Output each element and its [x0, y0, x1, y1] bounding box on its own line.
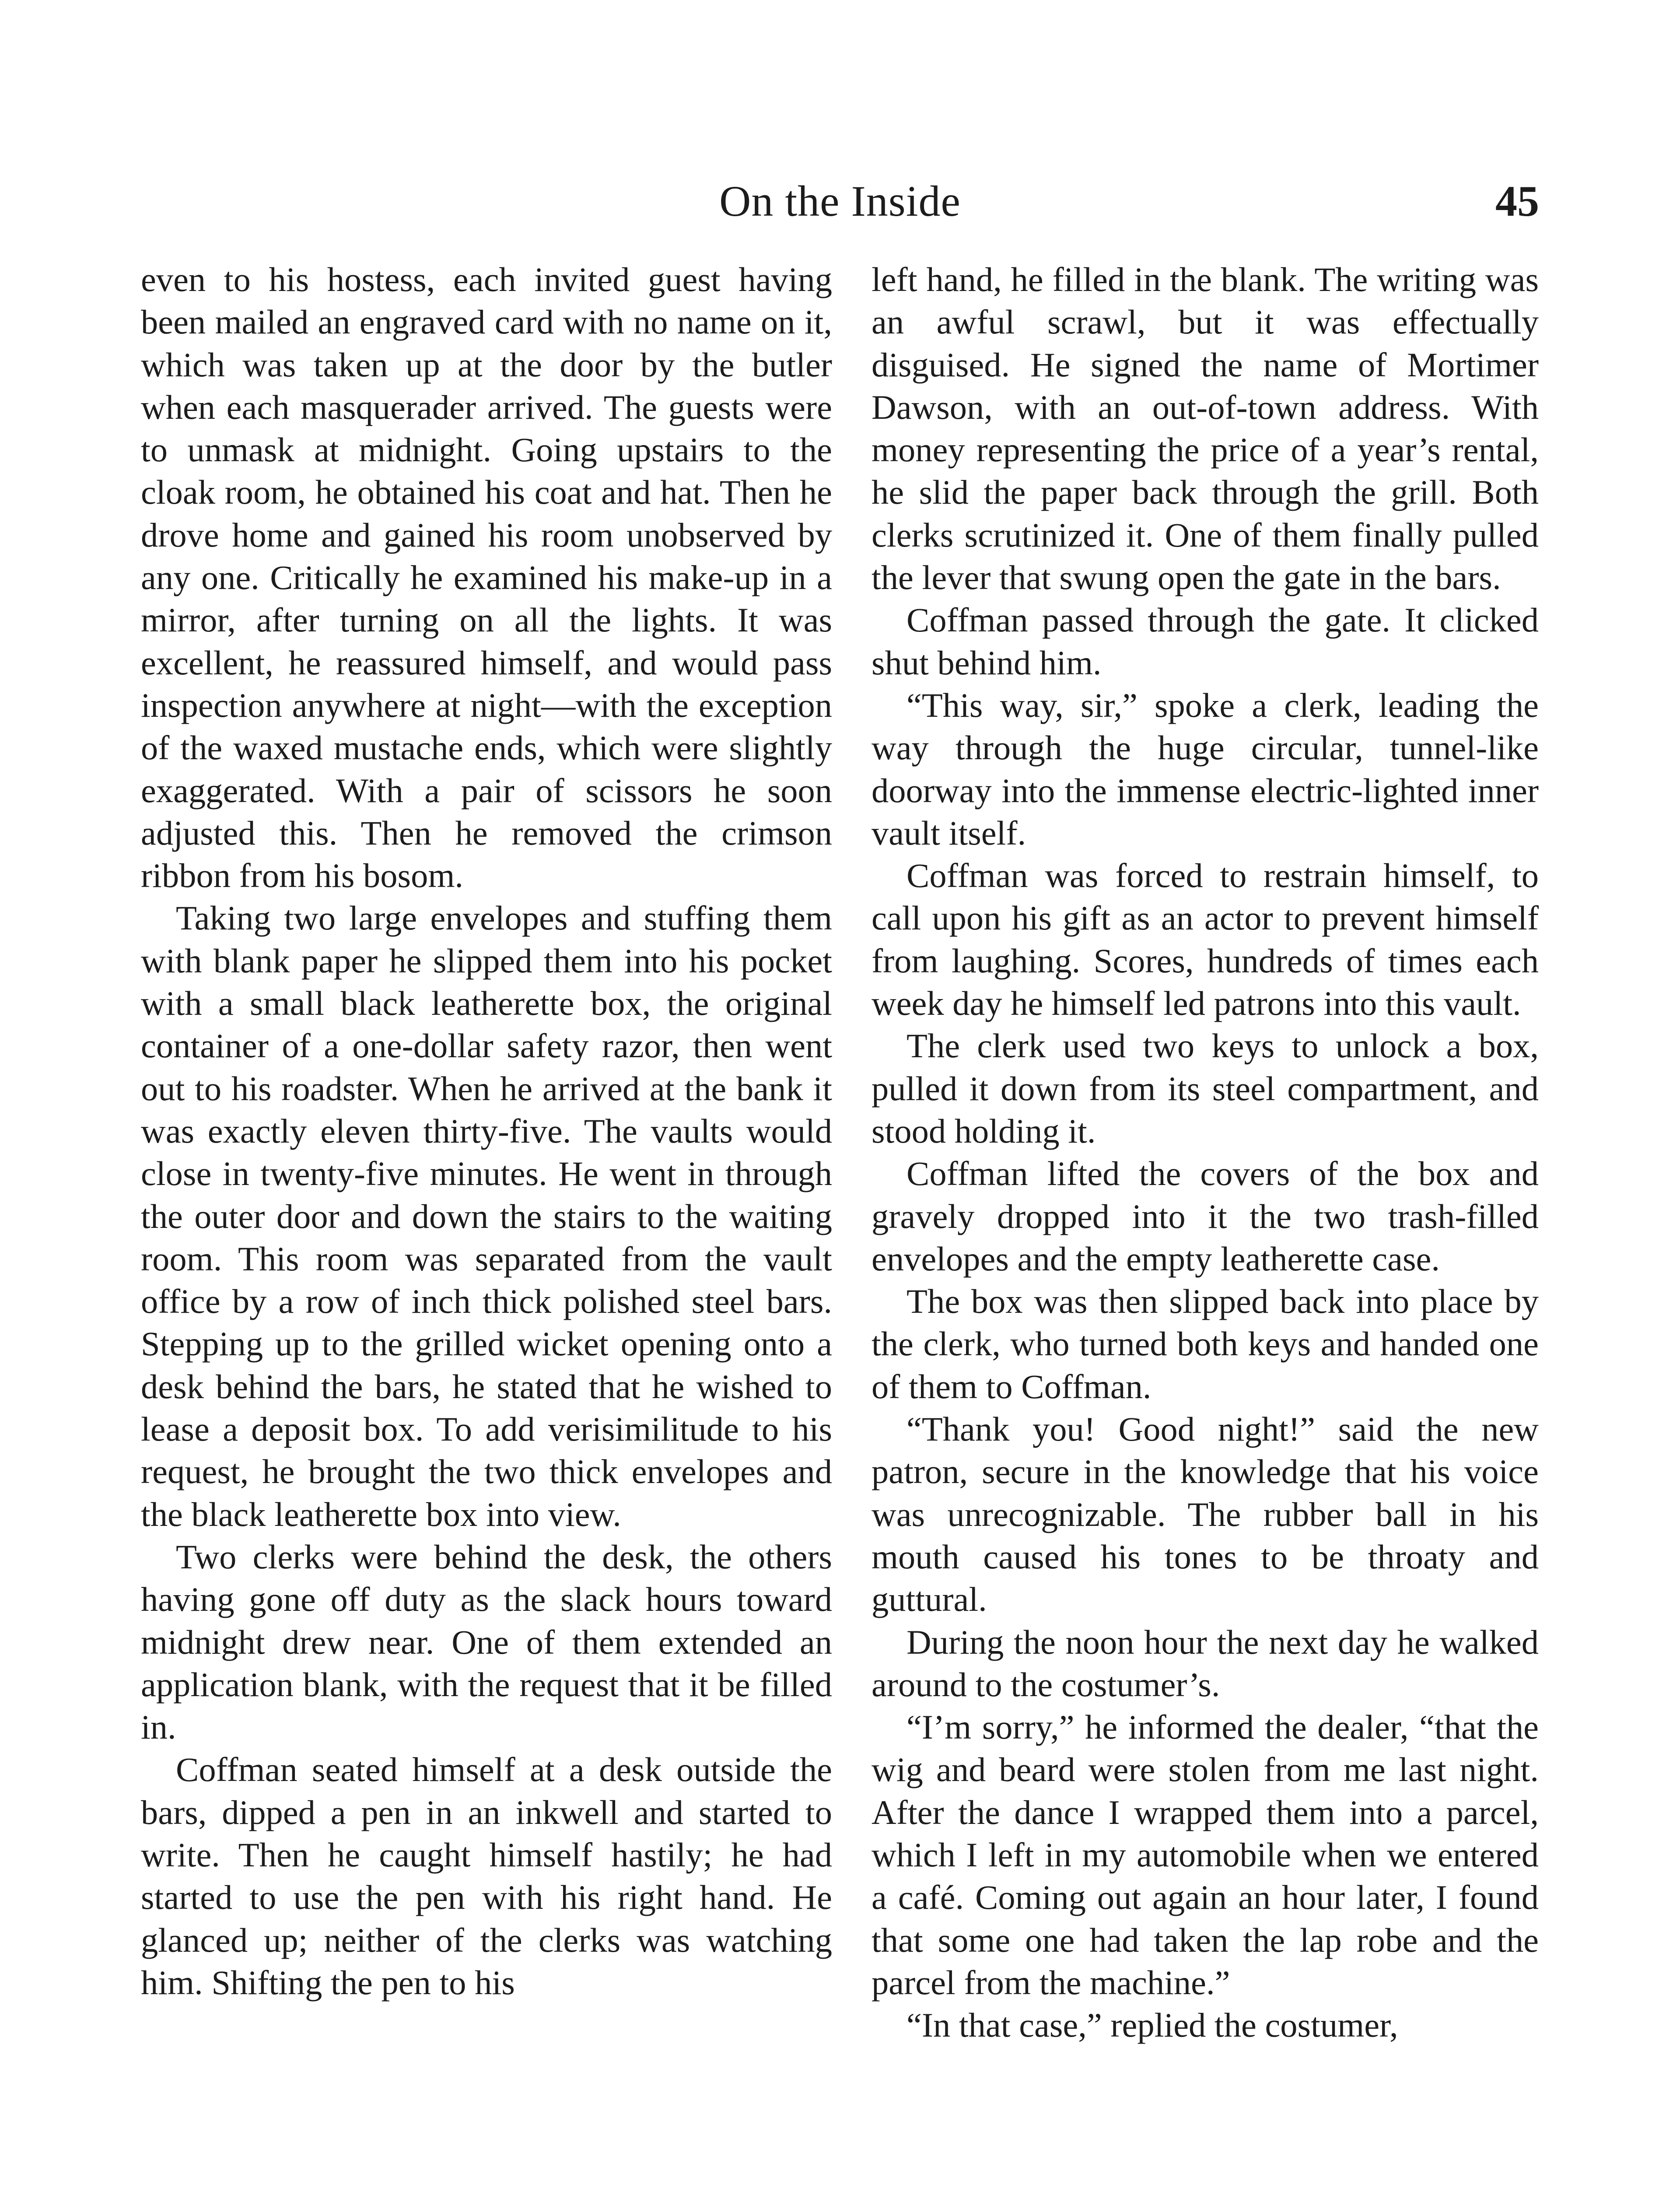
page-number: 45 — [1495, 177, 1539, 225]
paragraph: Coffman was forced to restrain himself, to call upon his gift as an actor to prevent himself from laughing. Scores, hundreds of times each week day he himself led patrons into this vault. — [872, 856, 1539, 1023]
paragraph: Taking two large envelopes and stuffing them with blank paper he slipped them into his pocket with a small black leatherette box, the original container of a one-dollar safety razor, then went out to his roadster. When he arrived at the bank it was exactly eleven thirty-five. The vaults would close in twenty-five minutes. He went in through the outer door and down the stairs to the waiting room. This room was separated from the vault office by a row of inch thick polished steel bars. Stepping up to the grilled wicket opening onto a desk behind the bars, he stated that he wished to lease a deposit box. To add verisimilitude to his request, he brought the two thick envelopes and the black leatherette box into view. — [141, 899, 832, 1533]
paragraph: Coffman seated himself at a desk outside the bars, dipped a pen in an inkwell and started to write. Then he caught himself hastily; he had started to use the pen with his right hand. He glanced up; neither of the clerks was watching him. Shifting the pen to his — [141, 1750, 832, 2002]
paragraph: Coffman passed through the gate. It clicked shut behind him. — [872, 601, 1539, 682]
right-column — [872, 258, 1539, 2046]
paragraph: “This way, sir,” spoke a clerk, leading the way through the huge circular, tunnel-like doorway into the immense electric-lighted inner vault itself. — [872, 686, 1539, 852]
left-column — [141, 258, 832, 2004]
paragraph: “I’m sorry,” he informed the dealer, “that the wig and beard were stolen from me last night. After the dance I wrapped them into a parcel, which I left in my automobile when we entered a café. Coming out again an hour later, I found that some one had taken the lap robe and the parcel from the machine.” — [872, 1708, 1539, 2002]
paragraph: “In that case,” replied the costumer, — [906, 2006, 1398, 2044]
paragraph: even to his hostess, each invited guest having been mailed an engraved card with no name on it, which was taken up at the door by the butler when each masquerader arrived. The guests were to unmask at midnight. Going upstairs to the cloak room, he obtained his coat and hat. Then he drove home and gained his room unobserved by any one. Critically he examined his make-up in a mirror, after turning on all the lights. It was excellent, he reassured himself, and would pass inspection anywhere at night—with the exception of the waxed mustache ends, which were slightly exaggerated. With a pair of scissors he soon adjusted this. Then he removed the crimson ribbon from his bosom. — [141, 260, 832, 895]
paragraph: left hand, he filled in the blank. The writing was an awful scrawl, but it was effectually disguised. He signed the name of Mortimer Dawson, with an out-of-town address. With money representing the price of a year’s rental, he slid the paper back through the grill. Both clerks scrutinized it. One of them finally pulled the lever that swung open the gate in the bars. — [872, 260, 1539, 597]
paragraph: Two clerks were behind the desk, the others having gone off duty as the slack hours toward midnight drew near. One of them extended an application blank, with the request that it be filled in. — [141, 1537, 832, 1746]
page-header — [141, 173, 1539, 230]
paragraph: “Thank you! Good night!” said the new patron, secure in the knowledge that his voice was unrecognizable. The rubber ball in his mouth caused his tones to be throaty and guttural. — [872, 1410, 1539, 1619]
running-title: On the Inside — [719, 177, 961, 225]
paragraph: The box was then slipped back into place by the clerk, who turned both keys and handed one of them to Coffman. — [872, 1282, 1539, 1406]
paragraph: During the noon hour the next day he walked around to the costumer’s. — [872, 1623, 1539, 1704]
paragraph: The clerk used two keys to unlock a box, pulled it down from its steel compartment, and stood holding it. — [872, 1027, 1539, 1150]
paragraph: Coffman lifted the covers of the box and gravely dropped into it the two trash-filled envelopes and the empty leatherette case. — [872, 1154, 1539, 1278]
